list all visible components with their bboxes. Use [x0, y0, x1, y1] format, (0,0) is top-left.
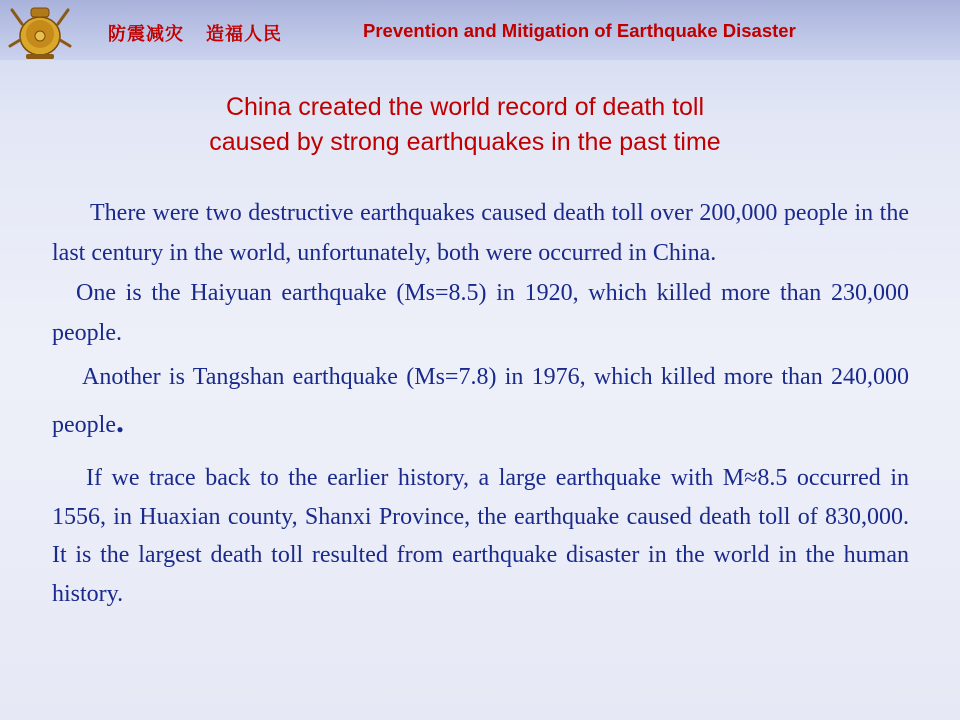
title-line-1: China created the world record of death toll — [225, 93, 705, 121]
ancient-seismoscope-icon — [8, 0, 72, 64]
paragraph-tangshan-text: Another is Tangshan earthquake (Ms=7.8) in 1976, which killed more than 240,000 people — [52, 364, 909, 438]
banner-slogan-english: Prevention and Mitigation of Earthquake Disaster — [363, 20, 796, 41]
banner-slogan-part-1: 防震减灾 — [108, 24, 184, 45]
paragraph-haiyuan: One is the Haiyuan earthquake (Ms=8.5) in 1920, which killed more than 230,000 people. — [52, 280, 909, 346]
header-banner — [0, 0, 960, 60]
banner-slogan-part-2: 造福人民 — [206, 24, 282, 45]
paragraph-tangshan-period: . — [115, 403, 124, 439]
slide-title — [80, 90, 850, 160]
banner-slogan-chinese — [108, 20, 282, 46]
title-line-2: caused by strong earthquakes in the past time — [209, 128, 721, 156]
slide-body — [52, 193, 909, 613]
paragraph-huaxian: If we trace back to the earlier history, a large earthquake with M≈8.5 occurred in 1556, in Huaxian county, Shanxi Province, the earthquake caused death toll of 830,000. It is the largest death toll resulted from earthquake disaster in the world in the human history. — [52, 465, 909, 607]
paragraph-two-earthquakes: There were two destructive earthquakes caused death toll over 200,000 people in the last century in the world, unfortunately, both were occurred in China. — [52, 200, 909, 266]
paragraph-tangshan — [52, 353, 909, 449]
